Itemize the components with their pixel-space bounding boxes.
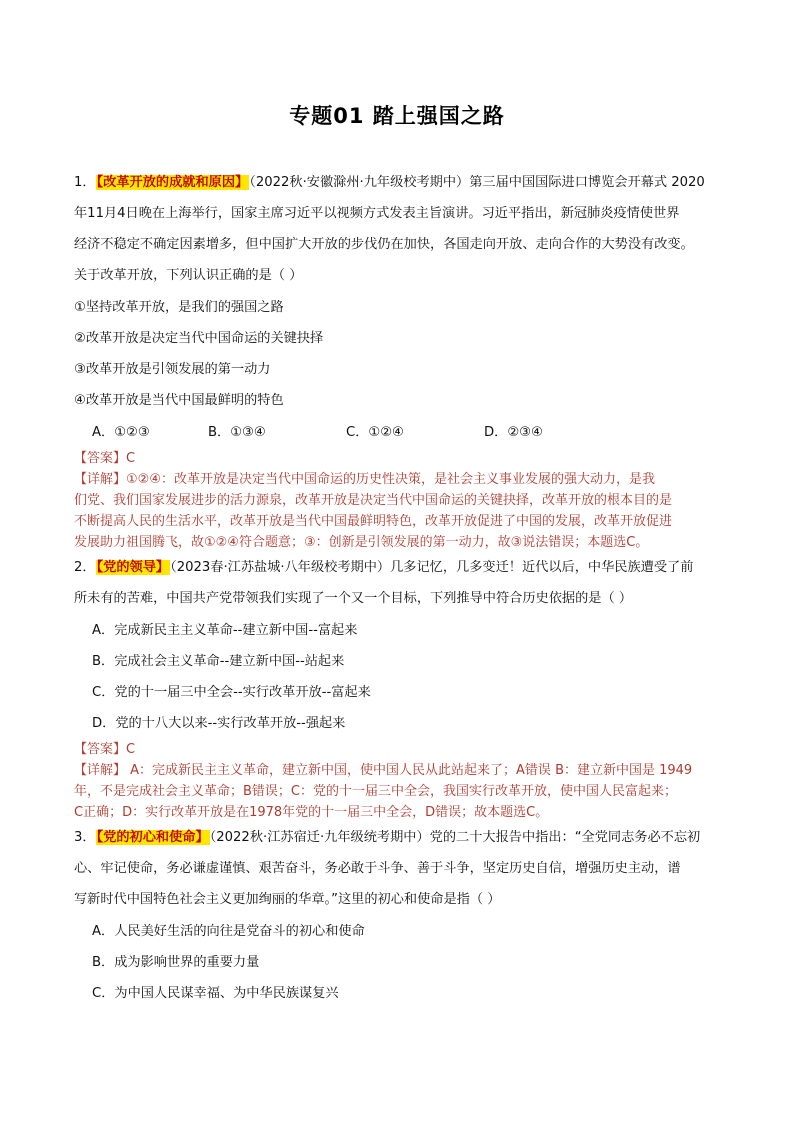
q1-stem-line bbox=[74, 173, 734, 193]
q3-topic-tag: 【党的初心和使命】 bbox=[96, 830, 209, 845]
q2-option-b: B．完成社会主义革命--建立新中国--站起来 bbox=[92, 654, 345, 669]
q2-answer bbox=[74, 740, 734, 760]
q3-stem-line: 写新时代中国特色社会主义更加绚丽的华章。”这里的初心和使命是指（ ） bbox=[74, 892, 501, 907]
q2-detail-text: A：完成新民主主义革命，建立新中国，使中国人民从此站起来了；A错误 B：建立新中国是 1949 bbox=[126, 763, 693, 778]
q1-item: ③改革开放是引领发展的第一动力 bbox=[74, 362, 271, 377]
q3-option-b: B．成为影响世界的重要力量 bbox=[92, 955, 260, 970]
q1-option-b: B．①③④ bbox=[208, 425, 266, 440]
q1-stem-text: （2022秋·安徽滁州·九年级校考期中）第三届中国国际进口博览会开幕式 2020 bbox=[249, 175, 705, 190]
q2-topic-tag: 【党的领导】 bbox=[96, 560, 170, 575]
q1-option-d: D．②③④ bbox=[484, 425, 543, 440]
q2-answer-value: C bbox=[126, 742, 136, 757]
q1-item: ④改革开放是当代中国最鲜明的特色 bbox=[74, 393, 284, 408]
q1-stem-line: 关于改革开放，下列认识正确的是（ ） bbox=[74, 268, 303, 283]
q1-answer bbox=[74, 449, 734, 469]
q3-stem-text: （2022秋·江苏宿迁·九年级统考期中）党的二十大报告中指出：“全党同志务必不忘初 bbox=[209, 830, 701, 845]
q3-option-a: A．人民美好生活的向往是党奋斗的初心和使命 bbox=[92, 924, 365, 939]
q2-option-d: D．党的十八大以来--实行改革开放--强起来 bbox=[92, 716, 346, 731]
q1-detail-label: 【详解】 bbox=[74, 472, 127, 487]
q1-option-c: C．①②④ bbox=[346, 425, 404, 440]
q3-option-c: C．为中国人民谋幸福、为中华民族谋复兴 bbox=[92, 986, 339, 1001]
q1-item: ②改革开放是决定当代中国命运的关键抉择 bbox=[74, 331, 324, 346]
q1-detail-line: 发展助力祖国腾飞，故①②④符合题意；③：创新是引领发展的第一动力，故③说法错误；本题选C。 bbox=[74, 535, 649, 550]
q1-stem-line: 年11月4日晚在上海举行，国家主席习近平以视频方式发表主旨演讲。习近平指出，新冠肺炎疫情使世界 bbox=[74, 206, 680, 221]
q2-option-c: C．党的十一届三中全会--实行改革开放--富起来 bbox=[92, 685, 371, 700]
q1-option-a: A．①②③ bbox=[92, 425, 150, 440]
q1-detail-line: 们党、我们国家发展进步的活力源泉，改革开放是决定当代中国命运的关键抉择，改革开放的根本目的是 bbox=[74, 493, 673, 508]
q2-number: 2． bbox=[74, 560, 96, 575]
q3-stem-line: 心、牢记使命，务必谦虚谨慎、艰苦奋斗，务必敢于斗争、善于斗争，坚定历史自信，增强历史主动，谱 bbox=[74, 861, 681, 876]
q1-topic-tag: 【改革开放的成就和原因】 bbox=[96, 175, 249, 190]
q2-detail-line: 年，不是完成社会主义革命；B错误；C：党的十一届三中全会，我国实行改革开放，使中国人民富起来； bbox=[74, 784, 677, 799]
q1-stem-line: 经济不稳定不确定因素增多，但中国扩大开放的步伐仍在加快，各国走向开放、走向合作的大势没有改变。 bbox=[74, 237, 694, 252]
page-title: 专题01 踏上强国之路 bbox=[289, 104, 505, 128]
q1-number: 1． bbox=[74, 175, 96, 190]
q1-detail-text: ①②④：改革开放是决定当代中国命运的历史性决策，是社会主义事业发展的强大动力，是我 bbox=[126, 472, 655, 487]
q2-stem-line bbox=[74, 558, 734, 578]
q1-answer-value: C bbox=[126, 451, 136, 466]
q1-answer-label: 【答案】 bbox=[74, 451, 127, 466]
q2-stem-text: （2023春·江苏盐城·八年级校考期中）几多记忆，几多变迁！近代以后，中华民族遭受了前 bbox=[170, 560, 694, 575]
q1-detail-line: 不断提高人民的生活水平，改革开放是当代中国最鲜明特色，改革开放促进了中国的发展，改革开放促进 bbox=[74, 514, 673, 529]
q2-option-a: A．完成新民主主义革命--建立新中国--富起来 bbox=[92, 623, 358, 638]
q1-detail-line bbox=[74, 470, 734, 490]
q2-detail-line bbox=[74, 761, 734, 781]
q3-number: 3． bbox=[74, 830, 96, 845]
q2-stem-line: 所未有的苦难，中国共产党带领我们实现了一个又一个目标，下列推导中符合历史依据的是（ ） bbox=[74, 591, 633, 606]
q3-stem-line bbox=[74, 828, 734, 848]
q2-detail-label: 【详解】 bbox=[74, 763, 127, 778]
q2-detail-line: C正确；D：实行改革开放是在1978年党的十一届三中全会，D错误；故本题选C。 bbox=[74, 805, 549, 820]
q1-item: ①坚持改革开放，是我们的强国之路 bbox=[74, 300, 284, 315]
q2-answer-label: 【答案】 bbox=[74, 742, 127, 757]
q1-options bbox=[92, 423, 752, 443]
